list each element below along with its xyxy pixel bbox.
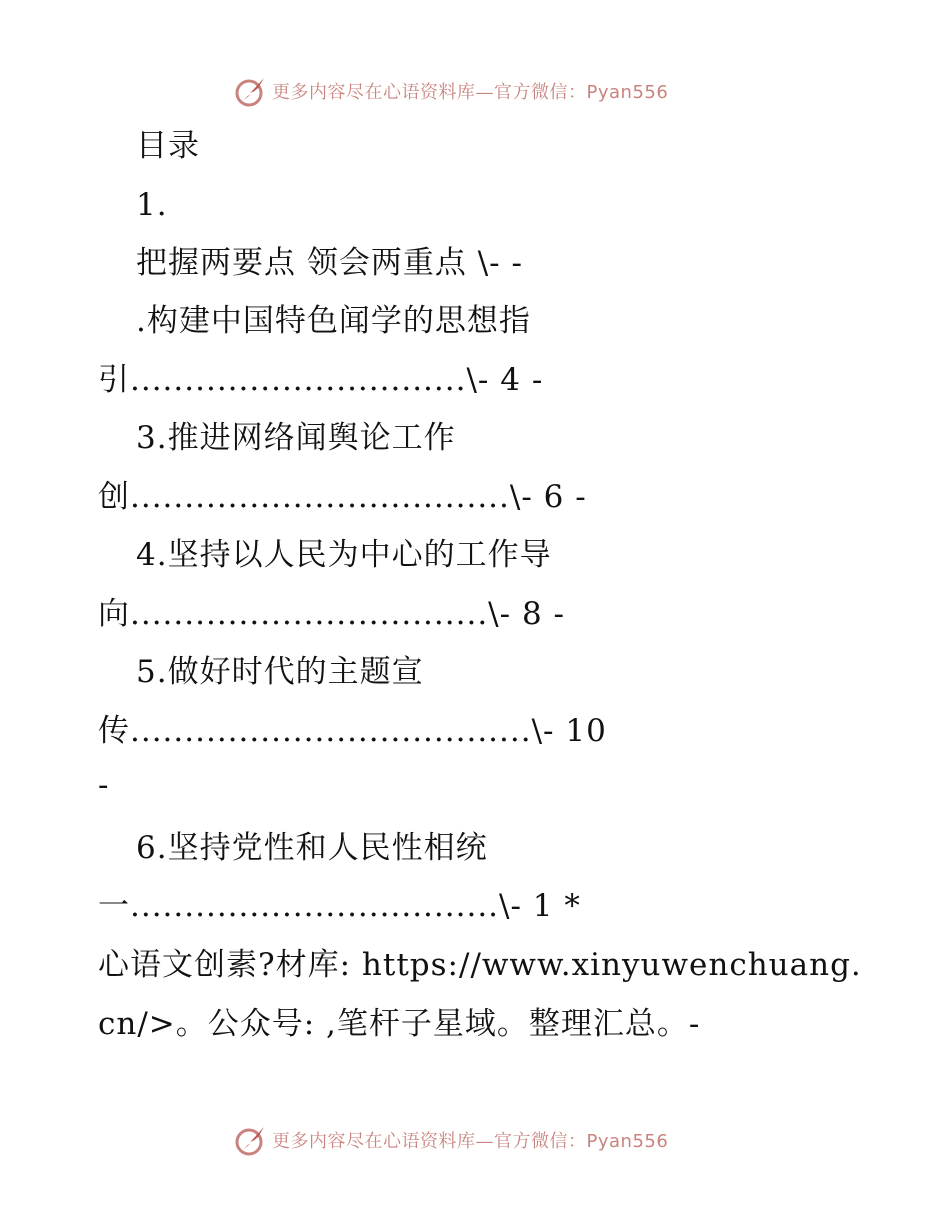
toc-line: 把握两要点 领会两重点 \- - bbox=[136, 245, 523, 281]
quill-logo-icon bbox=[234, 74, 268, 108]
toc-title: 目录 bbox=[136, 128, 200, 164]
toc-line: 创...................................\- 6 - bbox=[98, 479, 587, 515]
watermark-text: 更多内容尽在心语资料库—官方微信：Pyan556 bbox=[272, 82, 669, 103]
toc-line: 一..................................\- 1 * bbox=[98, 888, 581, 924]
toc-line: 1. bbox=[136, 187, 168, 223]
toc-line: 传.....................................\- 10 bbox=[98, 713, 607, 749]
toc-line: 向.................................\- 8 - bbox=[98, 596, 566, 632]
toc-line: - bbox=[98, 767, 110, 803]
watermark-text: 更多内容尽在心语资料库—官方微信：Pyan556 bbox=[272, 1131, 669, 1152]
toc-line: .构建中国特色闻学的思想指 bbox=[136, 303, 531, 339]
toc-line: 6.坚持党性和人民性相统 bbox=[136, 830, 488, 866]
quill-logo-icon bbox=[234, 1123, 268, 1157]
footer-note-line: 心语文创素?材库: https://www.xinyuwenchuang. bbox=[98, 947, 862, 983]
toc-line: 3.推进网络闻舆论工作 bbox=[136, 420, 456, 456]
footer-note-line: cn/>。公众号: ,笔杆子星域。整理汇总。- bbox=[98, 1006, 701, 1042]
toc-line: 引...............................\- 4 - bbox=[98, 362, 544, 398]
header-watermark bbox=[234, 73, 668, 109]
toc-line: 5.做好时代的主题宣 bbox=[136, 654, 424, 690]
toc-line: 4.坚持以人民为中心的工作导 bbox=[136, 537, 552, 573]
footer-watermark bbox=[234, 1122, 668, 1158]
